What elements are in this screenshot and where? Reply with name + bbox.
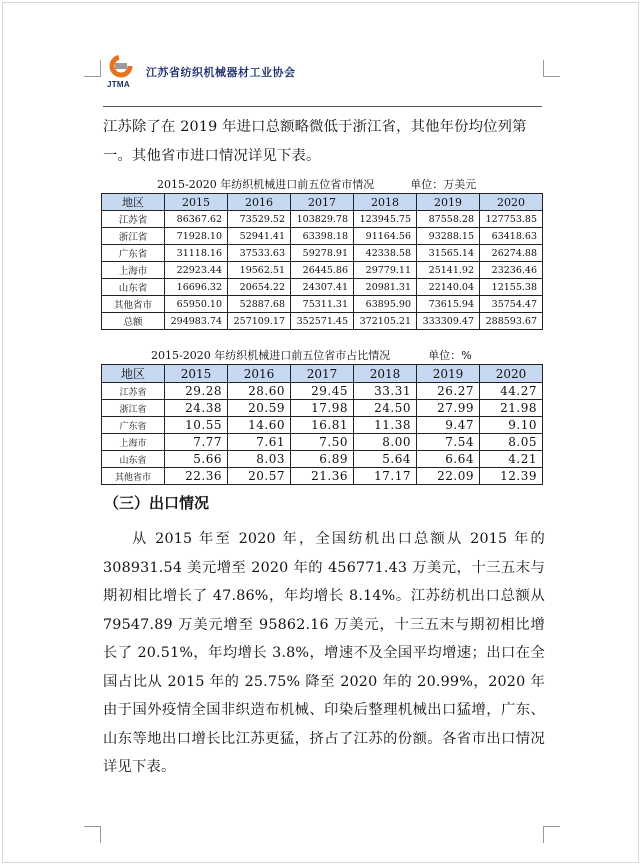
value-cell: 52941.41 [228,228,291,245]
value-cell: 17.17 [354,468,417,485]
table2-caption [151,347,472,363]
value-cell: 35754.47 [480,296,543,313]
value-cell: 7.50 [291,434,354,451]
column-header: 2015 [165,194,228,211]
value-cell: 12155.38 [480,279,543,296]
value-cell: 25141.92 [417,262,480,279]
value-cell: 8.03 [228,451,291,468]
table-row [102,434,543,451]
column-header: 地区 [102,194,165,211]
value-cell: 59278.91 [291,245,354,262]
value-cell: 372105.21 [354,313,417,330]
document-header [106,52,296,92]
value-cell: 29.45 [291,383,354,400]
region-cell: 广东省 [102,417,165,434]
value-cell: 103829.78 [291,211,354,228]
region-cell: 浙江省 [102,228,165,245]
table-row [102,468,543,485]
value-cell: 6.64 [417,451,480,468]
value-cell: 127753.85 [480,211,543,228]
column-header: 2018 [354,365,417,383]
table-row [102,417,543,434]
value-cell: 24.38 [165,400,228,417]
value-cell: 20.57 [228,468,291,485]
value-cell: 16.81 [291,417,354,434]
value-cell: 22140.04 [417,279,480,296]
region-cell: 其他省市 [102,468,165,485]
value-cell: 5.64 [354,451,417,468]
logo-text: JTMA [107,80,130,89]
value-cell: 294983.74 [165,313,228,330]
value-cell: 20654.22 [228,279,291,296]
section-heading: （三）出口情况 [104,495,210,512]
column-header: 2020 [480,365,543,383]
value-cell: 26445.86 [291,262,354,279]
value-cell: 11.38 [354,417,417,434]
value-cell: 65950.10 [165,296,228,313]
table1-header-row [102,194,543,211]
value-cell: 71928.10 [165,228,228,245]
value-cell: 257109.17 [228,313,291,330]
value-cell: 23236.46 [480,262,543,279]
value-cell: 19562.51 [228,262,291,279]
column-header: 2019 [417,194,480,211]
value-cell: 42338.58 [354,245,417,262]
column-header: 2017 [291,194,354,211]
header-rule [103,106,542,107]
column-header: 2016 [228,365,291,383]
table-row [102,313,543,330]
value-cell: 6.89 [291,451,354,468]
region-cell: 浙江省 [102,400,165,417]
region-cell: 江苏省 [102,383,165,400]
value-cell: 12.39 [480,468,543,485]
value-cell: 7.54 [417,434,480,451]
value-cell: 22.36 [165,468,228,485]
table2-title: 2015-2020 年纺织机械进口前五位省市占比情况 [151,349,391,362]
value-cell: 5.66 [165,451,228,468]
value-cell: 24307.41 [291,279,354,296]
region-cell: 其他省市 [102,296,165,313]
column-header: 2015 [165,365,228,383]
table-row [102,211,543,228]
region-cell: 总额 [102,313,165,330]
value-cell: 63398.18 [291,228,354,245]
export-paragraph: 从 2015 年至 2020 年，全国纺机出口总额从 2015 年的 308931.54 美元增至 2020 年的 456771.43 万美元，十三五末与期初相比增长了 47.86%，年均增长 8.14%。江苏纺机出口总额从 79547.89 万美元增至 95862.16 万美元，十三五末与期初相比增长了 20.51%，年均增长 3.8%，增速不及全国平均增速；出口在全国占比从 2015 年的 25.75% 降至 2020 年的 20.99%，2020 年由于国外疫情全国非织造布机械、印染后整理机械出口猛增，广东、山东等地出口增长比江苏更猛，挤占了江苏的份额。各省市出口情况详见下表。 [103,531,545,775]
table2-unit: 单位：% [428,349,472,362]
table-row [102,400,543,417]
value-cell: 14.60 [228,417,291,434]
value-cell: 44.27 [480,383,543,400]
table1-caption [157,176,476,192]
value-cell: 75311.31 [291,296,354,313]
table-row [102,245,543,262]
value-cell: 63418.63 [480,228,543,245]
value-cell: 16696.32 [165,279,228,296]
value-cell: 27.99 [417,400,480,417]
value-cell: 24.50 [354,400,417,417]
region-cell: 山东省 [102,279,165,296]
value-cell: 33.31 [354,383,417,400]
region-cell: 广东省 [102,245,165,262]
value-cell: 123945.75 [354,211,417,228]
value-cell: 87558.28 [417,211,480,228]
column-header: 2017 [291,365,354,383]
table2-header-row [102,365,543,383]
value-cell: 31565.14 [417,245,480,262]
value-cell: 22.09 [417,468,480,485]
value-cell: 9.47 [417,417,480,434]
value-cell: 21.98 [480,400,543,417]
table-row [102,451,543,468]
value-cell: 21.36 [291,468,354,485]
value-cell: 86367.62 [165,211,228,228]
region-cell: 山东省 [102,451,165,468]
column-header: 2019 [417,365,480,383]
intro-paragraph: 江苏除了在 2019 年进口总额略微低于浙江省，其他年份均位列第一。其他省市进口情况详见下表。 [103,119,527,164]
value-cell: 4.21 [480,451,543,468]
value-cell: 91164.56 [354,228,417,245]
value-cell: 63895.90 [354,296,417,313]
table1-unit: 单位：万美元 [410,178,477,191]
value-cell: 29.28 [165,383,228,400]
value-cell: 73615.94 [417,296,480,313]
value-cell: 28.60 [228,383,291,400]
value-cell: 333309.47 [417,313,480,330]
corner-mark-bottom-right [543,826,560,843]
value-cell: 7.61 [228,434,291,451]
table1-title: 2015-2020 年纺织机械进口前五位省市情况 [157,178,375,191]
value-cell: 93288.15 [417,228,480,245]
value-cell: 8.05 [480,434,543,451]
corner-mark-bottom-left [84,826,101,843]
value-cell: 10.55 [165,417,228,434]
column-header: 2020 [480,194,543,211]
table-row [102,228,543,245]
value-cell: 31118.16 [165,245,228,262]
corner-mark-top-left [84,60,101,77]
value-cell: 352571.45 [291,313,354,330]
value-cell: 26.27 [417,383,480,400]
value-cell: 8.00 [354,434,417,451]
column-header: 2018 [354,194,417,211]
value-cell: 20.59 [228,400,291,417]
table-row [102,296,543,313]
import-value-table [101,193,543,330]
table-row [102,383,543,400]
column-header: 2016 [228,194,291,211]
value-cell: 22923.44 [165,262,228,279]
value-cell: 37533.63 [228,245,291,262]
corner-mark-top-right [543,60,560,77]
value-cell: 7.77 [165,434,228,451]
value-cell: 73529.52 [228,211,291,228]
value-cell: 20981.31 [354,279,417,296]
column-header: 地区 [102,365,165,383]
table2-body [102,383,543,485]
organization-name: 江苏省纺织机械器材工业协会 [146,67,296,79]
value-cell: 288593.67 [480,313,543,330]
value-cell: 9.10 [480,417,543,434]
value-cell: 52887.68 [228,296,291,313]
jtma-logo-icon [106,53,140,91]
value-cell: 29779.11 [354,262,417,279]
region-cell: 上海市 [102,262,165,279]
value-cell: 26274.88 [480,245,543,262]
table1-body [102,211,543,330]
value-cell: 17.98 [291,400,354,417]
table-row [102,279,543,296]
table-row [102,262,543,279]
region-cell: 江苏省 [102,211,165,228]
import-share-table [101,364,543,485]
region-cell: 上海市 [102,434,165,451]
